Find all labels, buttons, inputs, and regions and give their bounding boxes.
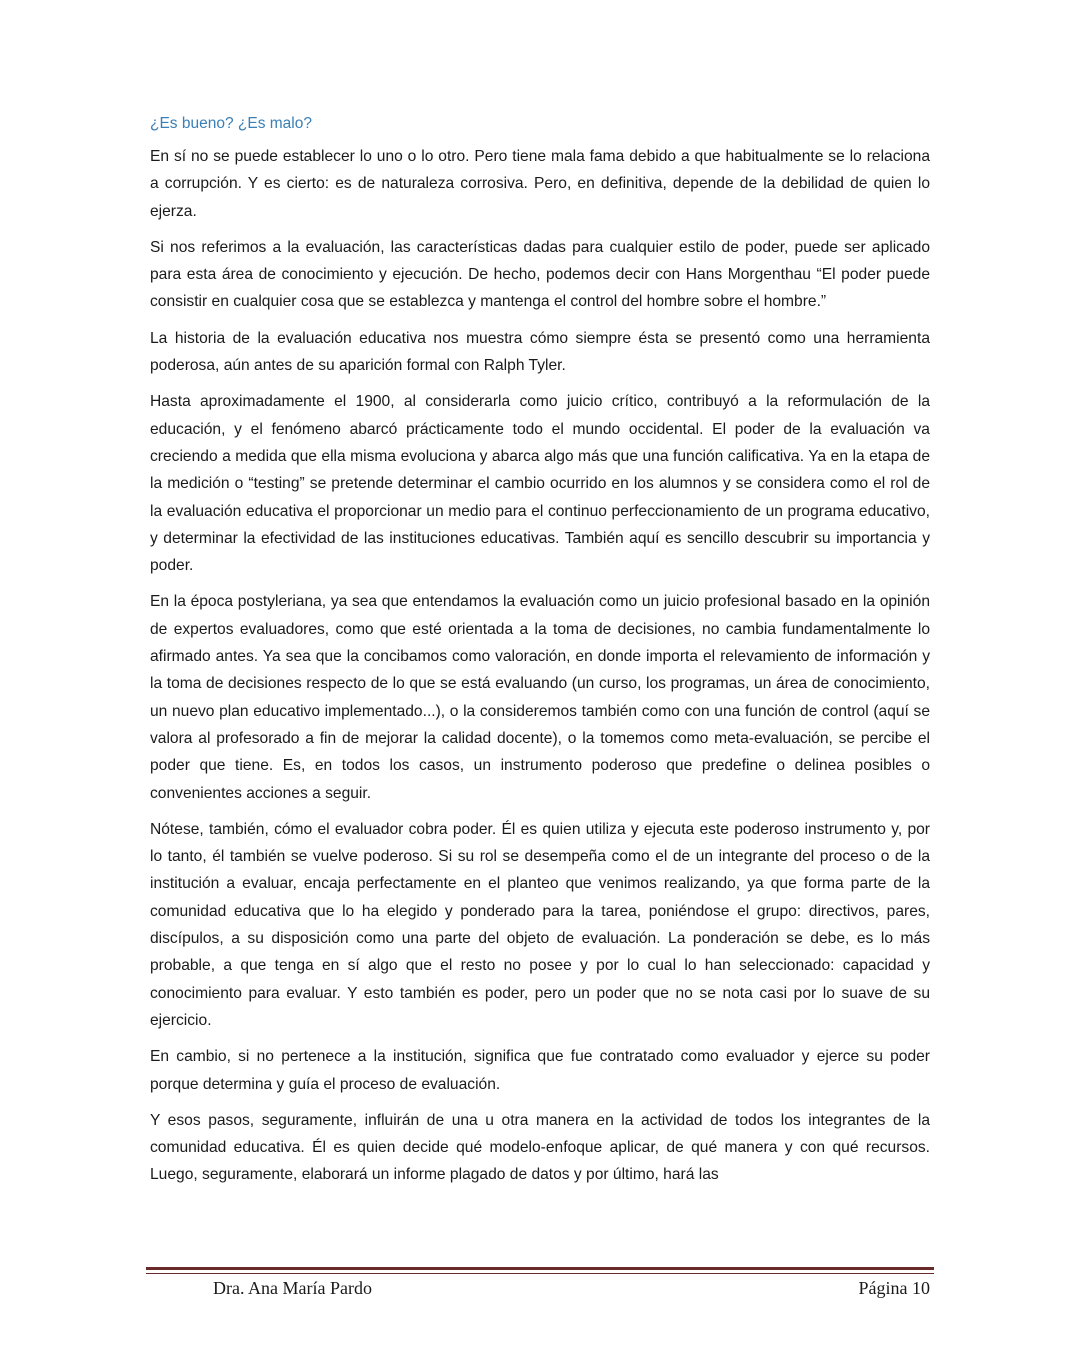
paragraph-2: Si nos referimos a la evaluación, las características dadas para cualquier estilo de poder, puede ser aplicado para esta área de conocimiento y ejecución. De hecho, podemos decir con Hans Morgenthau “El poder puede consistir en cualquier cosa que se establezca y mantenga el control del hombre sobre el hombre.” — [150, 238, 930, 311]
paragraph-8: Y esos pasos, seguramente, influirán de una u otra manera en la actividad de todos los integrantes de la comunidad educativa. Él es quien decide qué modelo-enfoque aplicar, de qué manera y con qué recursos. Luego, seguramente, elaborará un informe plagado de datos y por último, hará las — [150, 1111, 930, 1184]
paragraph-5: En la época postyleriana, ya sea que entendamos la evaluación como un juicio profesional basado en la opinión de expertos evaluadores, como que esté orientada a la toma de decisiones, no cambia fundamentalmente lo afirmado antes. Ya sea que la concibamos como valoración, en donde importa el relevamiento de información y la toma de decisiones respecto de lo que se está evaluando (un curso, los programas, un área de conocimiento, un nuevo plan educativo implementado...), o la consideremos también como con una función de control (aquí se valora al profesorado a fin de mejorar la calidad docente), o la tomemos como meta-evaluación, se percibe el poder que tiene. Es, en todos los casos, un instrumento poderoso que predefine o delinea posibles o convenientes acciones a seguir. — [150, 593, 930, 802]
paragraph-3: La historia de la evaluación educativa nos muestra cómo siempre ésta se presentó como una herramienta poderosa, aún antes de su aparición formal con Ralph Tyler. — [150, 329, 930, 375]
footer-page-number: Página 10 — [858, 1278, 930, 1298]
paragraph-6: Nótese, también, cómo el evaluador cobra poder. Él es quien utiliza y ejecuta este poderoso instrumento y, por lo tanto, él también se vuelve poderoso. Si su rol se desempeña como el de un integrante del proceso o de la institución a evaluar, encaja perfectamente en el planteo que venimos realizando, ya que forma parte de la comunidad educativa que lo ha elegido y ponderado para la tarea, poniéndose el grupo: directivos, pares, discípulos, a su disposición como una parte del objeto de evaluación. La ponderación se debe, es lo más probable, a que tenga en sí algo que el resto no posee y por lo cual lo han seleccionado: capacidad y conocimiento para evaluar. Y esto también es poder, pero un poder que no se nota casi por lo suave de su ejercicio. — [150, 820, 930, 1029]
footer-rule-thick — [146, 1267, 934, 1270]
paragraph-4: Hasta aproximadamente el 1900, al considerarla como juicio crítico, contribuyó a la reformulación de la educación, y el fenómeno abarcó prácticamente todo el mundo occidental. El poder de la evaluación va creciendo a medida que ella misma evoluciona y abarca algo más que una función calificativa. Ya en la etapa de la medición o “testing” se pretende determinar el cambio ocurrido en los alumnos y se considera como el rol de la evaluación educativa el proporcionar un medio para el continuo perfeccionamiento de un programa educativo, y determinar la efectividad de las instituciones educativas. También aquí es sencillo descubrir su importancia y poder. — [150, 393, 930, 575]
footer-rule-thin — [146, 1273, 934, 1274]
footer-author: Dra. Ana María Pardo — [213, 1278, 372, 1298]
page-body — [150, 112, 930, 1198]
section-heading: ¿Es bueno? ¿Es malo? — [150, 115, 312, 132]
paragraph-7: En cambio, si no pertenece a la institución, significa que fue contratado como evaluador y ejerce su poder porque determina y guía el proceso de evaluación. — [150, 1048, 930, 1093]
paragraph-1: En sí no se puede establecer lo uno o lo otro. Pero tiene mala fama debido a que habitualmente se lo relaciona a corrupción. Y es cierto: es de naturaleza corrosiva. Pero, en definitiva, depende de la debilidad de quien lo ejerza. — [150, 148, 930, 220]
